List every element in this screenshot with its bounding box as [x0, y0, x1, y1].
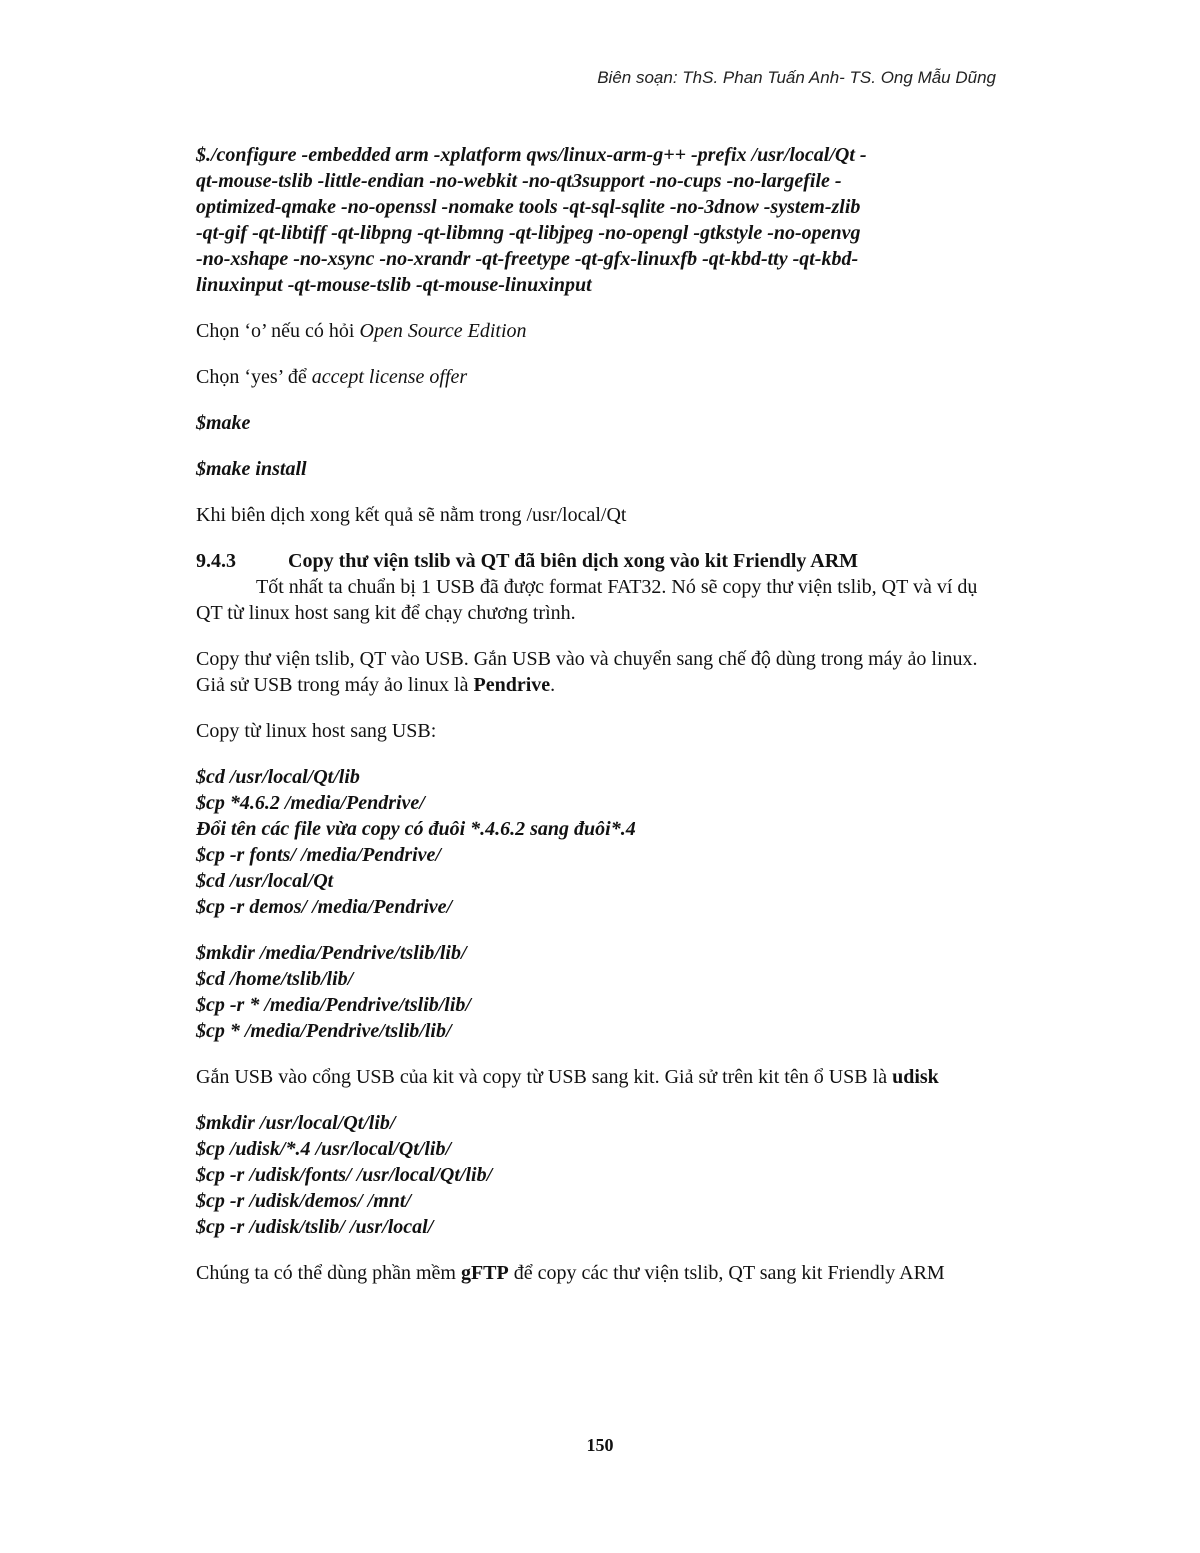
- copy-from-host-paragraph: Copy từ linux host sang USB:: [196, 720, 437, 742]
- choose-yes-italic: accept license offer: [311, 366, 468, 388]
- copy-usb-text: Copy thư viện tslib, QT vào USB. Gắn USB vào và chuyển sang chế độ dùng trong máy ảo linux. Giả sử USB trong máy ảo linux là: [196, 648, 978, 696]
- command-line: $cp * /media/Pendrive/tslib/lib/: [196, 1020, 452, 1042]
- command-line: -no-xshape -no-xsync -no-xrandr -qt-freetype -qt-gfx-linuxfb -qt-kbd-tty -qt-kbd-: [196, 248, 859, 270]
- command-line: $cp -r /udisk/tslib/ /usr/local/: [196, 1216, 434, 1238]
- section-number: 9.4.3: [196, 550, 236, 572]
- command-line: $cp -r /udisk/demos/ /mnt/: [196, 1190, 412, 1212]
- page-header: Biên soạn: ThS. Phan Tuấn Anh- TS. Ong Mẫu Dũng: [597, 68, 996, 87]
- command-line: $cp -r /udisk/fonts/ /usr/local/Qt/lib/: [196, 1164, 493, 1186]
- command-line: -qt-gif -qt-libtiff -qt-libpng -qt-libmng -qt-libjpeg -no-opengl -gtkstyle -no-openvg: [196, 222, 861, 244]
- command-line: qt-mouse-tslib -little-endian -no-webkit -no-qt3support -no-cups -no-largefile -: [196, 170, 842, 192]
- command-line: $mkdir /media/Pendrive/tslib/lib/: [196, 942, 467, 964]
- command-line: $cp -r fonts/ /media/Pendrive/: [196, 844, 441, 866]
- command-line: Đổi tên các file vừa copy có đuôi *.4.6.2 sang đuôi*.4: [196, 818, 636, 840]
- choose-yes-paragraph: [196, 364, 1002, 390]
- command-line: $cd /usr/local/Qt: [196, 870, 334, 892]
- command-line: $./configure -embedded arm -xplatform qws/linux-arm-g++ -prefix /usr/local/Qt -: [196, 144, 867, 166]
- intro-paragraph: Tốt nhất ta chuẩn bị 1 USB đã được format FAT32. Nó sẽ copy thư viện tslib, QT và ví dụ QT từ linux host sang kit để chạy chương trình.: [196, 576, 978, 624]
- make-command: $make: [196, 412, 251, 434]
- command-line: $cd /home/tslib/lib/: [196, 968, 354, 990]
- command-line: $cp -r * /media/Pendrive/tslib/lib/: [196, 994, 471, 1016]
- command-line: $cp -r demos/ /media/Pendrive/: [196, 896, 453, 918]
- choose-o-italic: Open Source Edition: [359, 320, 527, 342]
- command-line: $cp *4.6.2 /media/Pendrive/: [196, 792, 425, 814]
- section-heading: [196, 548, 1002, 574]
- make-install-command: $make install: [196, 458, 307, 480]
- section-title: Copy thư viện tslib và QT đã biên dịch xong vào kit Friendly ARM: [288, 550, 859, 572]
- gftp-paragraph: [196, 1260, 1002, 1286]
- choose-o-text: Chọn ‘o’ nếu có hỏi: [196, 320, 360, 342]
- gftp-prefix: Chúng ta có thể dùng phần mềm: [196, 1262, 461, 1284]
- choose-yes-text: Chọn ‘yes’ để: [196, 366, 312, 388]
- copy-usb-suffix: .: [550, 674, 556, 696]
- choose-open-source-paragraph: [196, 318, 1002, 344]
- command-line: $cd /usr/local/Qt/lib: [196, 766, 360, 788]
- configure-command-block: [196, 142, 1002, 298]
- page-number: 150: [586, 1435, 614, 1455]
- pendrive-label: Pendrive: [473, 674, 551, 696]
- command-line: $cp /udisk/*.4 /usr/local/Qt/lib/: [196, 1138, 452, 1160]
- udisk-label: udisk: [892, 1066, 939, 1088]
- copy-command-block-1: [196, 764, 1002, 920]
- command-line: optimized-qmake -no-openssl -nomake tools -qt-sql-sqlite -no-3dnow -system-zlib: [196, 196, 861, 218]
- gftp-suffix: để copy các thư viện tslib, QT sang kit Friendly ARM: [508, 1262, 945, 1284]
- compile-result-paragraph: Khi biên dịch xong kết quả sẽ nằm trong /usr/local/Qt: [196, 504, 627, 526]
- command-line: linuxinput -qt-mouse-tslib -qt-mouse-linuxinput: [196, 274, 592, 296]
- page-content: [196, 142, 1002, 1306]
- gftp-label: gFTP: [460, 1262, 509, 1284]
- usb-to-kit-text: Gắn USB vào cổng USB của kit và copy từ USB sang kit. Giả sử trên kit tên ổ USB là: [196, 1066, 893, 1088]
- usb-to-kit-paragraph: [196, 1064, 1002, 1090]
- copy-usb-paragraph: [196, 646, 1002, 698]
- copy-command-block-3: [196, 1110, 1002, 1240]
- command-line: $mkdir /usr/local/Qt/lib/: [196, 1112, 396, 1134]
- copy-command-block-2: [196, 940, 1002, 1044]
